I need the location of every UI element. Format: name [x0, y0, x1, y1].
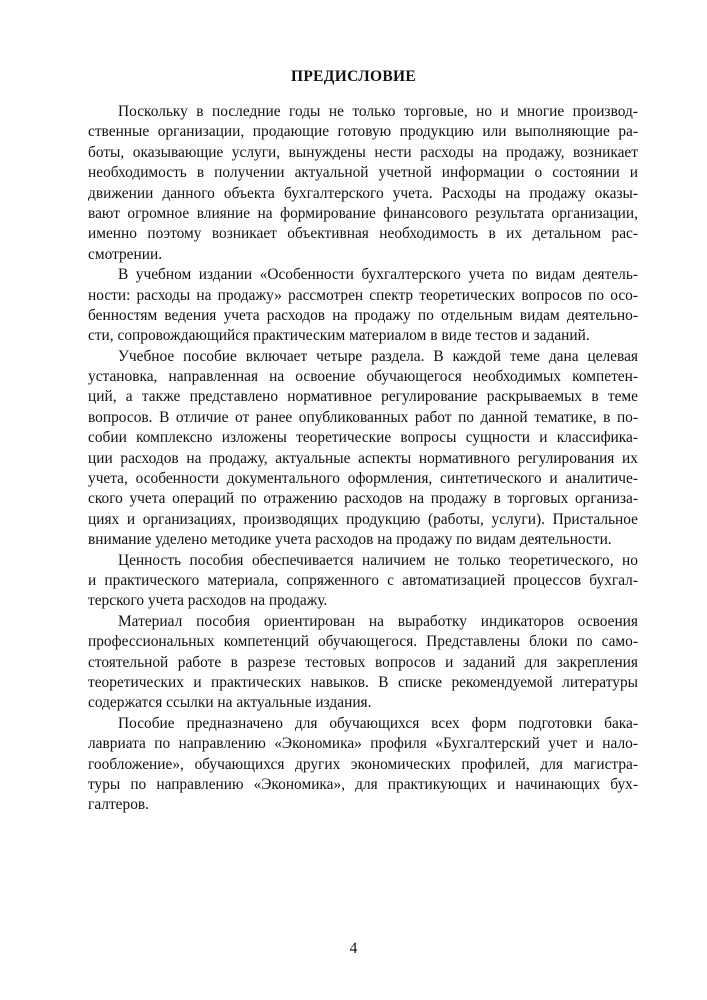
- text-line: циях и организациях, производящих продукцию (работы, услуги). Пристальное: [88, 510, 638, 528]
- paragraph: [88, 102, 638, 265]
- paragraph: [88, 714, 638, 816]
- text-line: собии комплексно изложены теоретические вопросы сущности и классифика-: [88, 429, 638, 447]
- text-line: Поскольку в последние годы не только торговые, но и многие производ-: [118, 103, 638, 120]
- text-line: именно поэтому возникает объективная необходимость в их детальном рас-: [88, 225, 638, 243]
- text-line: гообложение», обучающихся других экономических профилей, для магистра-: [88, 755, 638, 773]
- text-line: лавриата по направлению «Экономика» профиля «Бухгалтерский учет и нало-: [88, 735, 638, 753]
- page-title: ПРЕДИСЛОВИЕ: [290, 68, 417, 85]
- text-line: вают огромное влияние на формирование финансового результата организации,: [88, 204, 638, 222]
- text-line: профессиональных компетенций обучающегося. Представлены блоки по само-: [88, 633, 638, 651]
- text-line: установка, направленная на освоение обучающегося необходимых компетен-: [88, 368, 638, 386]
- text-line: ций, а также представлено нормативное регулирование раскрываемых в теме: [88, 388, 638, 406]
- text-line: смотрении.: [88, 245, 163, 263]
- text-line: и практического материала, сопряженного с автоматизацией процессов бухгал-: [88, 571, 638, 589]
- text-line: ции расходов на продажу, актуальные аспекты нормативного регулирования их: [88, 449, 638, 467]
- text-line: бенностям ведения учета расходов на продажу по отдельным видам деятельно-: [88, 306, 638, 324]
- page-number: 4: [349, 940, 358, 957]
- text-line: Пособие предназначено для обучающихся всех форм подготовки бака-: [118, 714, 638, 732]
- text-line: В учебном издании «Особенности бухгалтерского учета по видам деятель-: [118, 266, 638, 284]
- text-line: учета, особенности документального оформления, синтетического и аналитиче-: [88, 470, 638, 488]
- text-line: туры по направлению «Экономика», для практикующих и начинающих бух-: [88, 775, 638, 793]
- text-line: ности: расходы на продажу» рассмотрен спектр теоретических вопросов по осо-: [88, 286, 638, 304]
- text-line: теоретических и практических навыков. В списке рекомендуемой литературы: [88, 673, 638, 691]
- text-line: терского учета расходов на продажу.: [88, 592, 328, 610]
- text-line: Материал пособия ориентирован на выработку индикаторов освоения: [118, 612, 638, 630]
- text-line: ственные организации, продающие готовую продукцию или выполняющие ра-: [88, 123, 638, 141]
- text-line: галтеров.: [88, 796, 150, 814]
- text-line: вопросов. В отличие от ранее опубликованных работ по данной тематике, в по-: [88, 408, 638, 426]
- text-line: содержатся ссылки на актуальные издания.: [88, 694, 372, 712]
- text-line: движении данного объекта бухгалтерского учета. Расходы на продажу оказы-: [88, 184, 638, 202]
- preface-body: [88, 102, 638, 816]
- text-line: Ценность пособия обеспечивается наличием не только теоретического, но: [118, 551, 638, 569]
- paragraph: [88, 347, 638, 551]
- paragraph: [88, 551, 638, 612]
- text-line: стоятельной работе в разрезе тестовых вопросов и заданий для закрепления: [88, 653, 638, 671]
- text-line: боты, оказывающие услуги, вынуждены нести расходы на продажу, возникает: [88, 143, 638, 161]
- paragraph: [88, 612, 638, 714]
- text-line: внимание уделено методике учета расходов на продажу по видам деятельности.: [88, 531, 612, 549]
- paragraph: [88, 265, 638, 347]
- text-line: сти, сопровождающийся практическим материалом в виде тестов и заданий.: [88, 327, 590, 345]
- text-line: ского учета операций по отражению расходов на продажу в торговых организа-: [88, 490, 638, 508]
- text-line: необходимость в получении актуальной учетной информации о состоянии и: [88, 164, 638, 182]
- text-line: Учебное пособие включает четыре раздела. В каждой теме дана целевая: [118, 347, 638, 365]
